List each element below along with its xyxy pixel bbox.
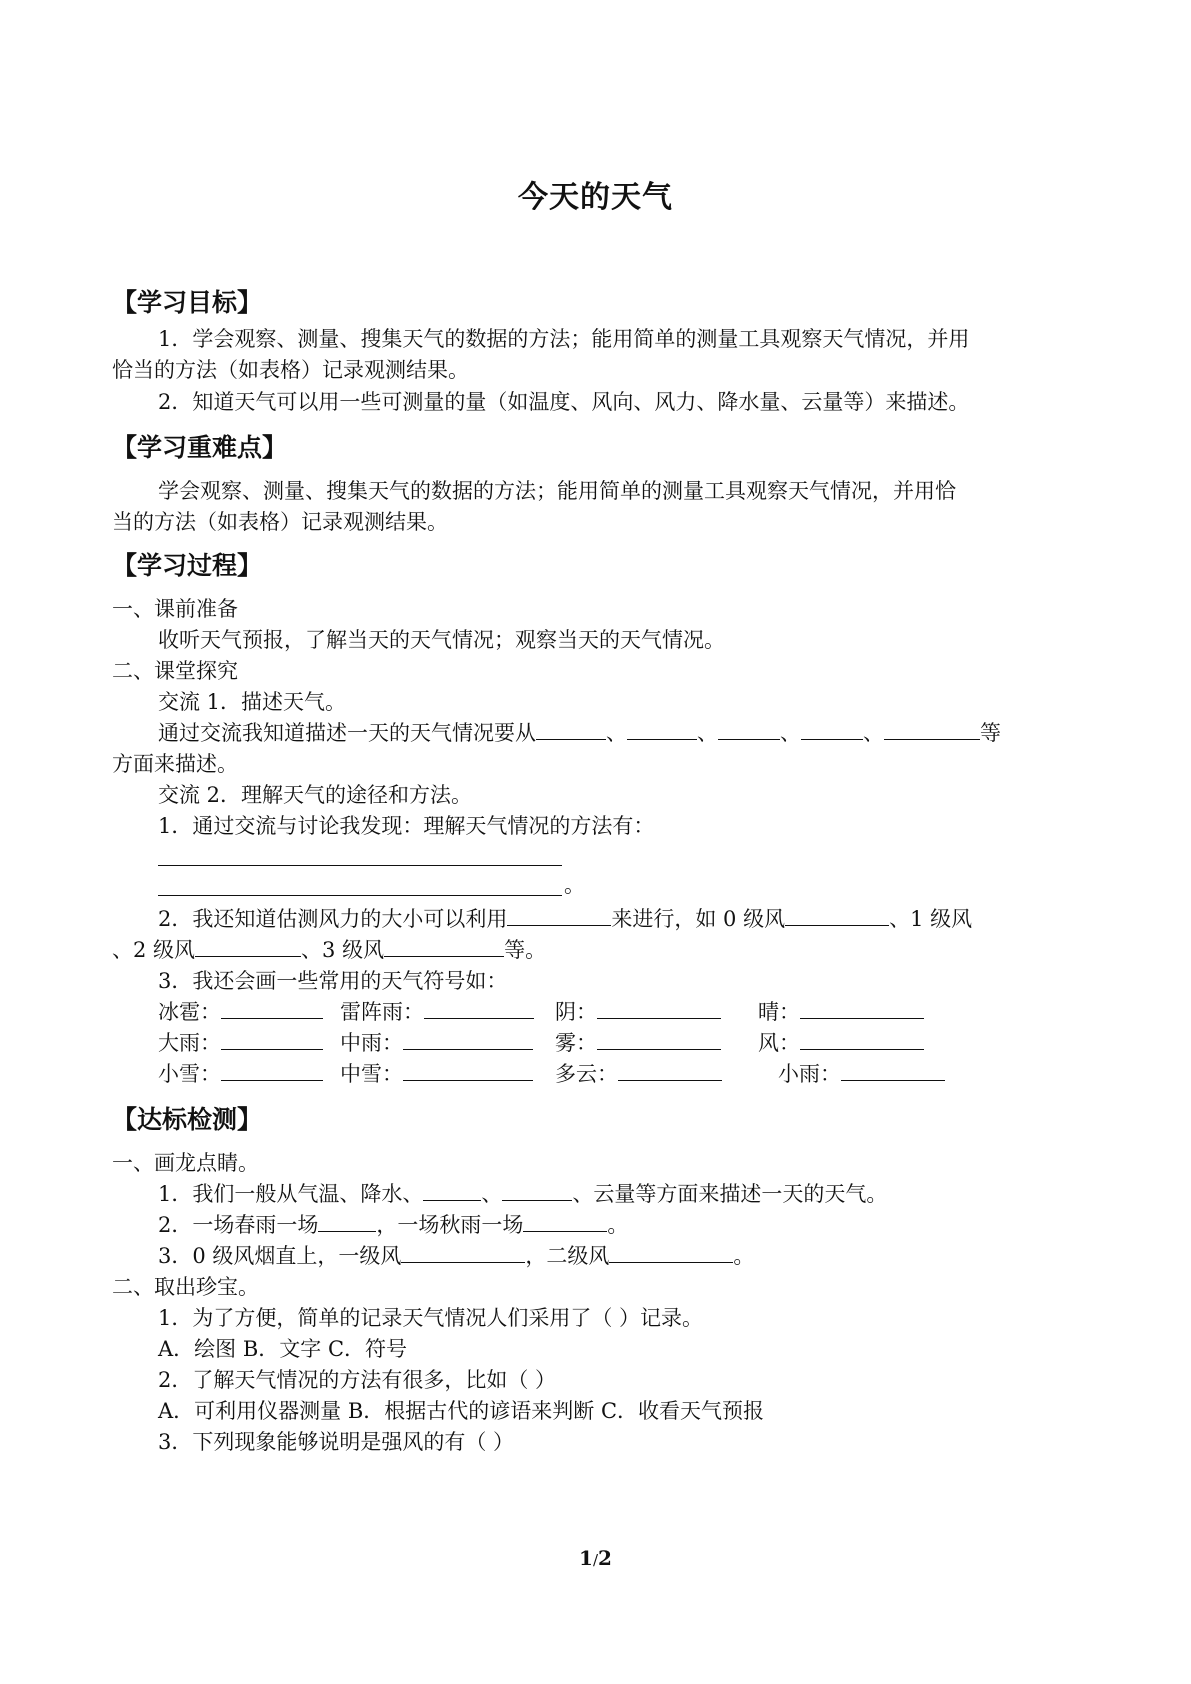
goals-item1-line1: 1．学会观察、测量、搜集天气的数据的方法；能用简单的测量工具观察天气情况，并用 (158, 327, 970, 351)
exchange1-text-b: 等 (980, 721, 1001, 745)
answer-blank[interactable] (627, 719, 697, 740)
goals-heading: 【学习目标】 (112, 288, 263, 317)
answer-blank[interactable] (800, 1029, 924, 1050)
choice1-question: 1．为了方便，简单的记录天气情况人们采用了（ ）记录。 (158, 1306, 704, 1330)
question3: 3．我还会画一些常用的天气符号如： (158, 969, 508, 993)
answer-blank[interactable] (424, 998, 534, 1019)
test-item3: 3．0 级风烟直上，一级风 ，二级风 。 (158, 1244, 755, 1268)
test-part2-title: 二、取出珍宝。 (112, 1275, 259, 1299)
answer-blank[interactable] (841, 1060, 945, 1081)
answer-blank[interactable] (221, 998, 323, 1019)
answer-blank[interactable] (403, 1029, 533, 1050)
exchange1-text-a: 通过交流我知道描述一天的天气情况要从 (158, 721, 536, 745)
exchange2-title: 交流 2．理解天气的途径和方法。 (158, 783, 473, 807)
answer-blank[interactable] (423, 1180, 481, 1201)
choice1-options: A．绘图 B．文字 C．符号 (158, 1337, 408, 1361)
answer-blank[interactable] (221, 1060, 323, 1081)
process-part2-title: 二、课堂探究 (112, 659, 238, 683)
goals-item2: 2．知道天气可以用一些可测量的量（如温度、风向、风力、降水量、云量等）来描述。 (158, 390, 970, 414)
answer-blank[interactable] (384, 936, 504, 957)
choice2-question: 2．了解天气情况的方法有很多，比如（ ） (158, 1368, 557, 1392)
answer-blank[interactable] (403, 1060, 533, 1081)
key-points-heading: 【学习重难点】 (112, 433, 288, 462)
key-points-line1: 学会观察、测量、搜集天气的数据的方法；能用简单的测量工具观察天气情况，并用恰 (158, 479, 956, 503)
question2-line1: 2．我还知道估测风力的大小可以利用 来进行，如 0 级风 、1 级风 (158, 907, 973, 931)
answer-period: 。 (564, 873, 585, 897)
question1: 1．通过交流与讨论我发现：理解天气情况的方法有： (158, 814, 655, 838)
answer-blank[interactable] (318, 1211, 376, 1232)
answer-blank[interactable] (618, 1060, 722, 1081)
document-page: 今天的天气 【学习目标】 1．学会观察、测量、搜集天气的数据的方法；能用简单的测量工具观察天气情况，并用 恰当的方法（如表格）记录观测结果。 2．知道天气可以用一些可测量的量（如温度、风向、风力、降水量、云量等）来描述。 【学习重难点】 学会观察、测量、搜集天气的数据的方法；能用简单的测量工具观察天气情况，并用恰 当的方法（如表格）记录观测结果。 【学习过程】 一、课前准备 收听天气预报，了解当天的天气情况；观察当天的天气情况。 二、课堂探究 交流 1．描述天气。 通过交流我知道描述一天的天气情况要从 、 、 、 、 等 方面来描述。 交流 2．理解天气的途径和方法。 1．通过交流与讨论我发现：理解天气情况的方法有： 。 2．我还知道估测风力的大小可以利用 来进行，如 0 级风 、1 级风 、2 级风 、3 级风 等。 3．我还会画一些常用的天气符号如： 冰雹： 雷阵雨： 阴： 晴： 大雨： 中雨： 雾： 风： 小雪： 中雪： 多云： 小雨： 【达标检测】 一、画龙点睛。 1．我们一般从气温、降水、 、 、云量等方面来描述一天的天气。 2．一场春雨一场 ，一场秋雨一场 。 3．0 级风烟直上，一级风 ，二级风 。 二、取出珍宝。 1．为了方便，简单的记录天气情况人们采用了（ ）记录。 A．绘图 B．文字 C．符号 2．了解天气情况的方法有很多，比如（ ） A．可利用仪器测量 B．根据古代的谚语来判断 C．收看天气预报 3．下列现象能够说明是强风的有（ ） 1/2 (0, 0, 1191, 1684)
answer-blank[interactable] (536, 719, 606, 740)
key-points-line2: 当的方法（如表格）记录观测结果。 (112, 510, 448, 534)
test-item1: 1．我们一般从气温、降水、 、 、云量等方面来描述一天的天气。 (158, 1182, 888, 1206)
answer-blank[interactable] (884, 719, 980, 740)
answer-blank[interactable] (597, 1029, 721, 1050)
test-heading: 【达标检测】 (112, 1105, 263, 1134)
test-item2: 2．一场春雨一场 ，一场秋雨一场 。 (158, 1213, 629, 1237)
answer-blank[interactable] (801, 719, 863, 740)
goals-item1-line2: 恰当的方法（如表格）记录观测结果。 (112, 358, 469, 382)
answer-line[interactable] (158, 865, 562, 866)
process-part1-text: 收听天气预报，了解当天的天气情况；观察当天的天气情况。 (158, 628, 725, 652)
answer-blank[interactable] (800, 998, 924, 1019)
answer-blank[interactable] (221, 1029, 323, 1050)
exchange1-fill-line: 通过交流我知道描述一天的天气情况要从 、 、 、 、 等 (158, 721, 1001, 745)
answer-blank[interactable] (609, 1242, 733, 1263)
answer-blank[interactable] (502, 1180, 572, 1201)
answer-blank[interactable] (597, 998, 721, 1019)
answer-blank[interactable] (507, 905, 611, 926)
page-title: 今天的天气 (518, 180, 673, 215)
answer-blank[interactable] (785, 905, 889, 926)
exchange1-text-c: 方面来描述。 (112, 752, 238, 776)
answer-line[interactable] (158, 895, 562, 896)
choice2-options: A．可利用仪器测量 B．根据古代的谚语来判断 C．收看天气预报 (158, 1399, 765, 1423)
question2-line2: 、2 级风 、3 级风 等。 (112, 938, 547, 962)
process-part1-title: 一、课前准备 (112, 597, 238, 621)
choice3-question: 3．下列现象能够说明是强风的有（ ） (158, 1430, 515, 1454)
answer-blank[interactable] (523, 1211, 607, 1232)
answer-blank[interactable] (718, 719, 780, 740)
test-part1-title: 一、画龙点睛。 (112, 1151, 259, 1175)
page-number: 1/2 (579, 1546, 612, 1570)
answer-blank[interactable] (195, 936, 301, 957)
process-heading: 【学习过程】 (112, 551, 263, 580)
answer-blank[interactable] (401, 1242, 525, 1263)
exchange1-title: 交流 1．描述天气。 (158, 690, 347, 714)
